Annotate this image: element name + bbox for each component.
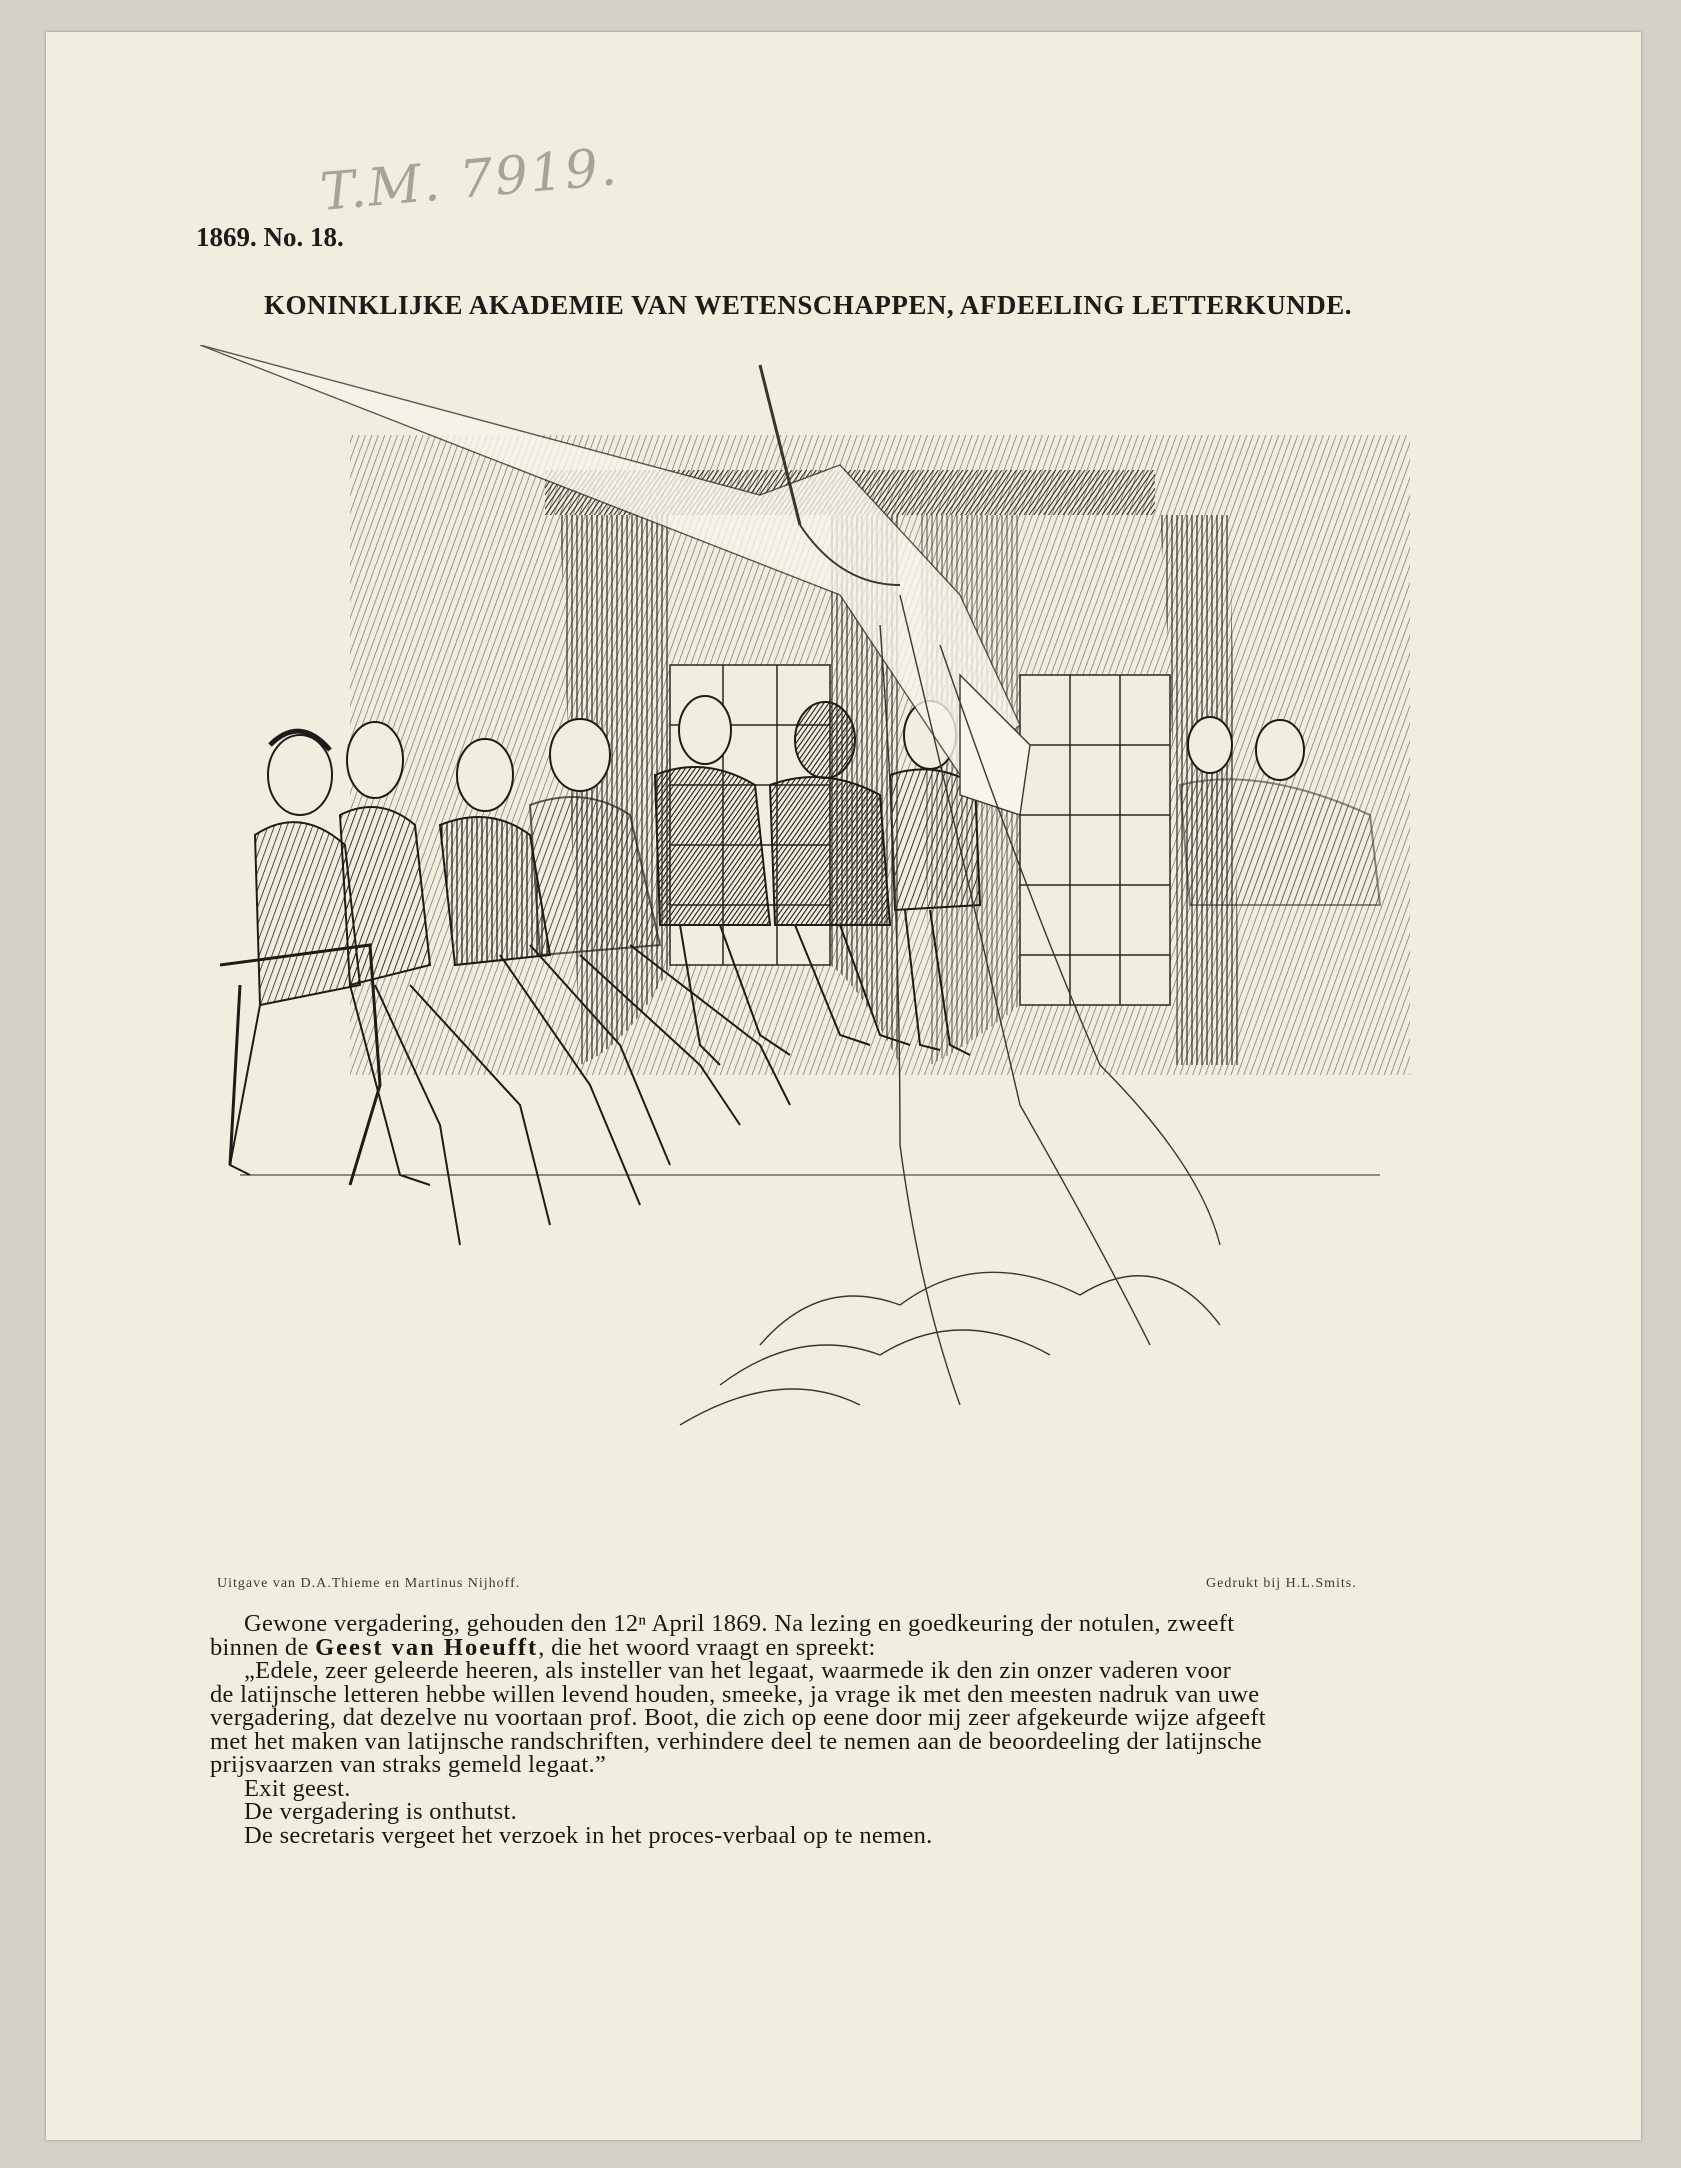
caption-line: prijsvaarzen van straks gemeld legaat.” — [210, 1751, 607, 1778]
caption-line: Gewone vergadering, gehouden den 12ⁿ April 1869. Na lezing en goedkeuring der notulen, zweeft — [244, 1610, 1235, 1637]
page-title: KONINKLIJKE AKADEMIE VAN WETENSCHAPPEN, AFDEELING LETTERKUNDE. — [264, 290, 1352, 320]
caption-line: met het maken van latijnsche randschriften, verhindere deel te nemen aan de beoordeeling der latijnsche — [210, 1727, 1262, 1755]
caption-line — [210, 1633, 1440, 1661]
window-right — [1020, 675, 1170, 1005]
caption-line: de latijnsche letteren hebbe willen levend houden, smeeke, ja vrage ik met den meesten nadruk van uwe — [210, 1680, 1260, 1708]
publisher-credit: Uitgave van D.A.Thieme en Martinus Nijhoff. — [217, 1576, 521, 1591]
lithograph-illustration — [200, 345, 1430, 1560]
caption-line: De secretaris vergeet het verzoek in het proces-verbaal op te nemen. — [244, 1821, 933, 1849]
ghost-name: Geest van Hoeufft — [315, 1633, 539, 1661]
caption-line: De vergadering is onthutst. — [244, 1798, 518, 1825]
caption-fragment: binnen de — [210, 1633, 316, 1661]
caption-fragment: , die het woord vraagt en spreekt: — [538, 1633, 876, 1661]
caption-line: „Edele, zeer geleerde heeren, als insteller van het legaat, waarmede ik den zin onzer vaderen voor — [244, 1657, 1232, 1684]
issue-number: 1869. No. 18. — [196, 222, 344, 252]
inventory-number-handwritten: T.M. 7919. — [317, 137, 621, 223]
printer-credit: Gedrukt bij H.L.Smits. — [1206, 1576, 1357, 1591]
caption-text — [210, 1612, 1440, 1847]
caption-line: Exit geest. — [244, 1774, 351, 1802]
caption-line: vergadering, dat dezelve nu voortaan prof. Boot, die zich op eene door mij zeer afgekeurde wijze afgeeft — [210, 1704, 1266, 1731]
